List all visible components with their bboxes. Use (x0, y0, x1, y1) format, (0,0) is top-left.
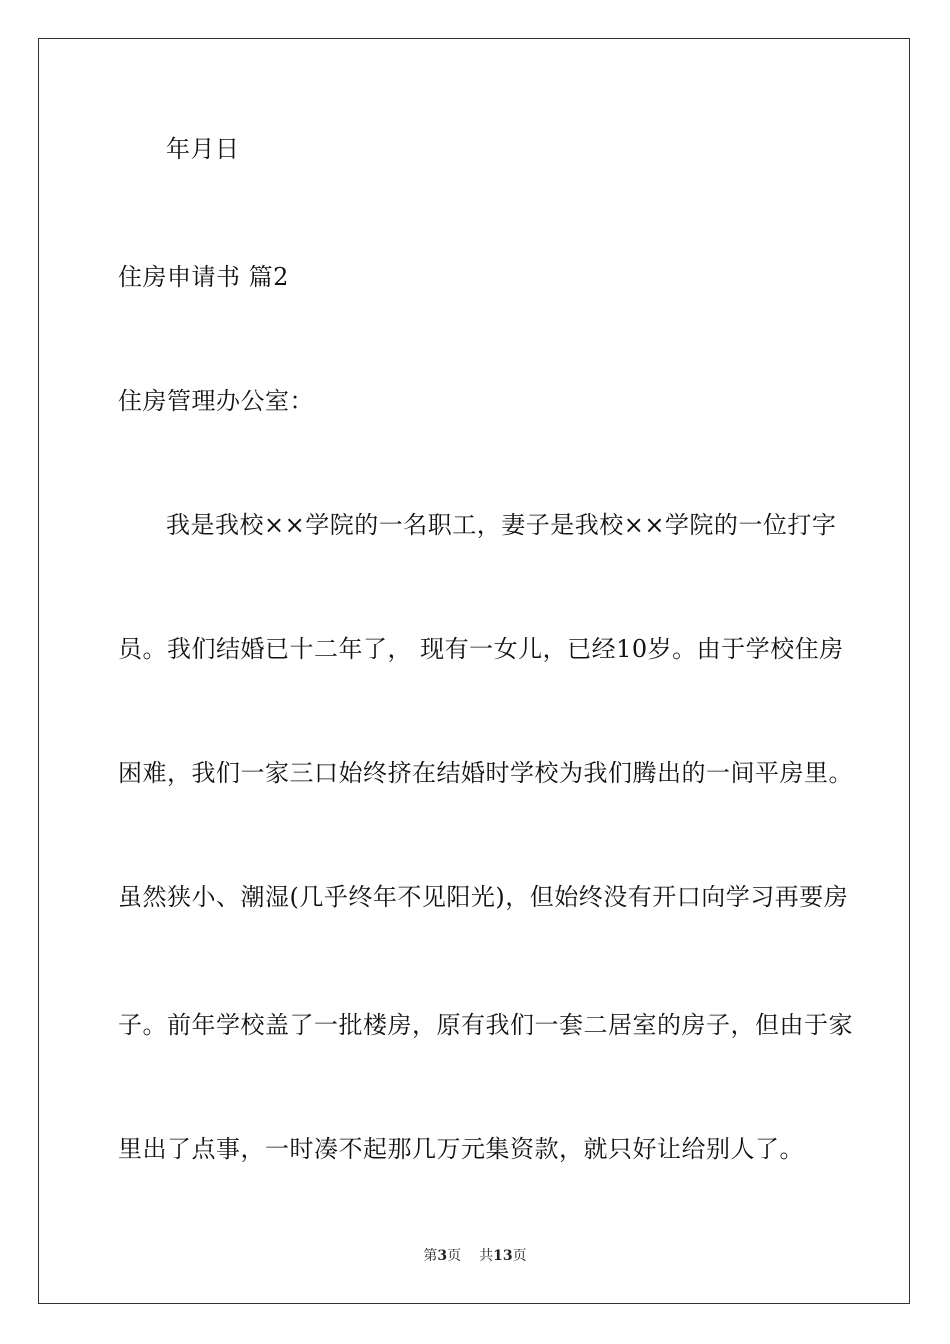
body-line-1: 我是我校××学院的一名职工，妻子是我校××学院的一位打字 (166, 511, 837, 539)
addressee: 住房管理办公室： (118, 387, 314, 415)
page-border (38, 38, 910, 1304)
body-line-5: 子。前年学校盖了一批楼房，原有我们一套二居室的房子，但由于家 (118, 1011, 853, 1039)
page-total: 13 (493, 1248, 513, 1264)
total-suffix: 页 (512, 1248, 527, 1264)
body-line-3: 困难，我们一家三口始终挤在结婚时学校为我们腾出的一间平房里。 (118, 759, 853, 787)
page-current: 3 (437, 1248, 448, 1264)
page-footer (0, 1246, 950, 1266)
body-line-4: 虽然狭小、潮湿(几乎终年不见阳光)，但始终没有开口向学习再要房 (118, 883, 849, 911)
section-title: 住房申请书 篇2 (118, 263, 289, 291)
date-line: 年月日 (166, 135, 240, 163)
total-prefix: 共 (479, 1248, 494, 1264)
page-suffix: 页 (447, 1248, 462, 1264)
body-line-6: 里出了点事，一时凑不起那几万元集资款，就只好让给别人了。 (118, 1135, 804, 1163)
page-prefix: 第 (423, 1248, 438, 1264)
body-line-2: 员。我们结婚已十二年了， 现有一女儿，已经10岁。由于学校住房 (118, 635, 844, 663)
